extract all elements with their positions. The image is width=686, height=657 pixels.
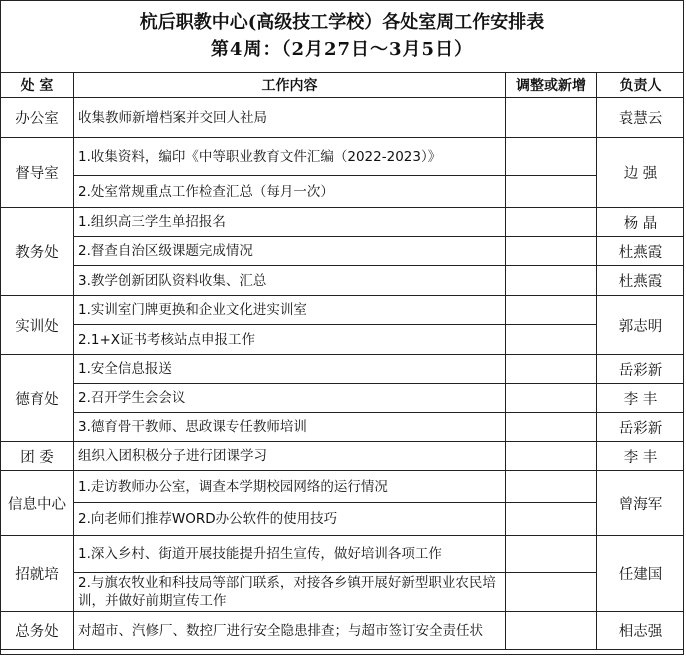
owner-cell: 郭志明 bbox=[597, 296, 685, 355]
task-cell: 1.实训室门牌更换和企业文化进实训室 bbox=[74, 296, 506, 325]
adjust-cell bbox=[506, 536, 597, 573]
owner-cell: 岳彩新 bbox=[597, 413, 685, 442]
task-cell: 3.德育骨干教师、思政课专任教师培训 bbox=[74, 413, 506, 442]
table-row bbox=[1, 503, 685, 536]
table-row bbox=[1, 471, 685, 503]
adjust-cell bbox=[506, 266, 597, 296]
owner-cell: 边 强 bbox=[597, 138, 685, 208]
task-cell: 1.安全信息报送 bbox=[74, 355, 506, 384]
owner-cell: 相志强 bbox=[597, 612, 685, 650]
owner-cell: 杨 晶 bbox=[597, 208, 685, 237]
dept-cell: 信息中心 bbox=[1, 471, 74, 536]
adjust-cell bbox=[506, 471, 597, 503]
dept-cell: 办公室 bbox=[1, 98, 74, 138]
header-content: 工作内容 bbox=[74, 73, 506, 98]
header-owner: 负责人 bbox=[597, 73, 685, 98]
task-cell: 1.组织高三学生单招报名 bbox=[74, 208, 506, 237]
table-row bbox=[1, 384, 685, 413]
adjust-cell bbox=[506, 413, 597, 442]
task-cell: 收集教师新增档案并交回人社局 bbox=[74, 98, 506, 138]
task-cell: 组织入团积极分子进行团课学习 bbox=[74, 442, 506, 471]
table-row bbox=[1, 413, 685, 442]
adjust-cell bbox=[506, 208, 597, 237]
dept-cell: 教务处 bbox=[1, 208, 74, 296]
task-cell: 2.1+X证书考核站点申报工作 bbox=[74, 325, 506, 355]
adjust-cell bbox=[506, 573, 597, 612]
schedule-table bbox=[0, 72, 684, 650]
dept-cell: 德育处 bbox=[1, 355, 74, 442]
table-row bbox=[1, 237, 685, 266]
owner-cell: 曾海军 bbox=[597, 471, 685, 536]
task-cell: 2.处室常规重点工作检查汇总（每月一次） bbox=[74, 176, 506, 208]
header-adjust: 调整或新增 bbox=[506, 73, 597, 98]
task-cell: 对超市、汽修厂、数控厂进行安全隐患排查；与超市签订安全责任状 bbox=[74, 612, 506, 650]
task-cell: 2.向老师们推荐WORD办公软件的使用技巧 bbox=[74, 503, 506, 536]
adjust-cell bbox=[506, 503, 597, 536]
owner-cell: 岳彩新 bbox=[597, 355, 685, 384]
table-row bbox=[1, 442, 685, 471]
adjust-cell bbox=[506, 355, 597, 384]
task-cell: 2.召开学生会会议 bbox=[74, 384, 506, 413]
adjust-cell bbox=[506, 612, 597, 650]
adjust-cell bbox=[506, 325, 597, 355]
table-row bbox=[1, 325, 685, 355]
task-cell: 1.深入乡村、街道开展技能提升招生宣传，做好培训各项工作 bbox=[74, 536, 506, 573]
adjust-cell bbox=[506, 98, 597, 138]
owner-cell: 杜燕霞 bbox=[597, 266, 685, 296]
adjust-cell bbox=[506, 176, 597, 208]
task-cell: 2.与旗农牧业和科技局等部门联系，对接各乡镇开展好新型职业农民培训，并做好前期宣传工作 bbox=[74, 573, 506, 612]
owner-cell: 任建国 bbox=[597, 536, 685, 612]
dept-cell: 团 委 bbox=[1, 442, 74, 471]
owner-cell: 杜燕霞 bbox=[597, 237, 685, 266]
table-row bbox=[1, 536, 685, 573]
table-row bbox=[1, 138, 685, 176]
task-cell: 1.收集资料，编印《中等职业教育文件汇编（2022-2023）》 bbox=[74, 138, 506, 176]
owner-cell: 李 丰 bbox=[597, 384, 685, 413]
header-row bbox=[1, 73, 685, 98]
adjust-cell bbox=[506, 138, 597, 176]
table-row bbox=[1, 355, 685, 384]
adjust-cell bbox=[506, 384, 597, 413]
owner-cell: 李 丰 bbox=[597, 442, 685, 471]
dept-cell: 招就培 bbox=[1, 536, 74, 612]
dept-cell: 总务处 bbox=[1, 612, 74, 650]
dept-cell: 督导室 bbox=[1, 138, 74, 208]
task-cell: 1.走访教师办公室，调查本学期校园网络的运行情况 bbox=[74, 471, 506, 503]
adjust-cell bbox=[506, 296, 597, 325]
sheet-title: 杭后职教中心(高级技工学校）各处室周工作安排表 bbox=[139, 12, 545, 33]
task-cell: 3.教学创新团队资料收集、汇总 bbox=[74, 266, 506, 296]
table-row bbox=[1, 208, 685, 237]
table-row bbox=[1, 612, 685, 650]
table-row bbox=[1, 98, 685, 138]
week-subtitle: 第4周：（2月27日～3月5日） bbox=[210, 39, 474, 60]
owner-cell: 袁慧云 bbox=[597, 98, 685, 138]
task-cell: 2.督查自治区级课题完成情况 bbox=[74, 237, 506, 266]
table-row bbox=[1, 176, 685, 208]
table-row bbox=[1, 573, 685, 612]
table-row bbox=[1, 296, 685, 325]
adjust-cell bbox=[506, 237, 597, 266]
table-row bbox=[1, 266, 685, 296]
header-dept: 处 室 bbox=[1, 73, 74, 98]
adjust-cell bbox=[506, 442, 597, 471]
dept-cell: 实训处 bbox=[1, 296, 74, 355]
